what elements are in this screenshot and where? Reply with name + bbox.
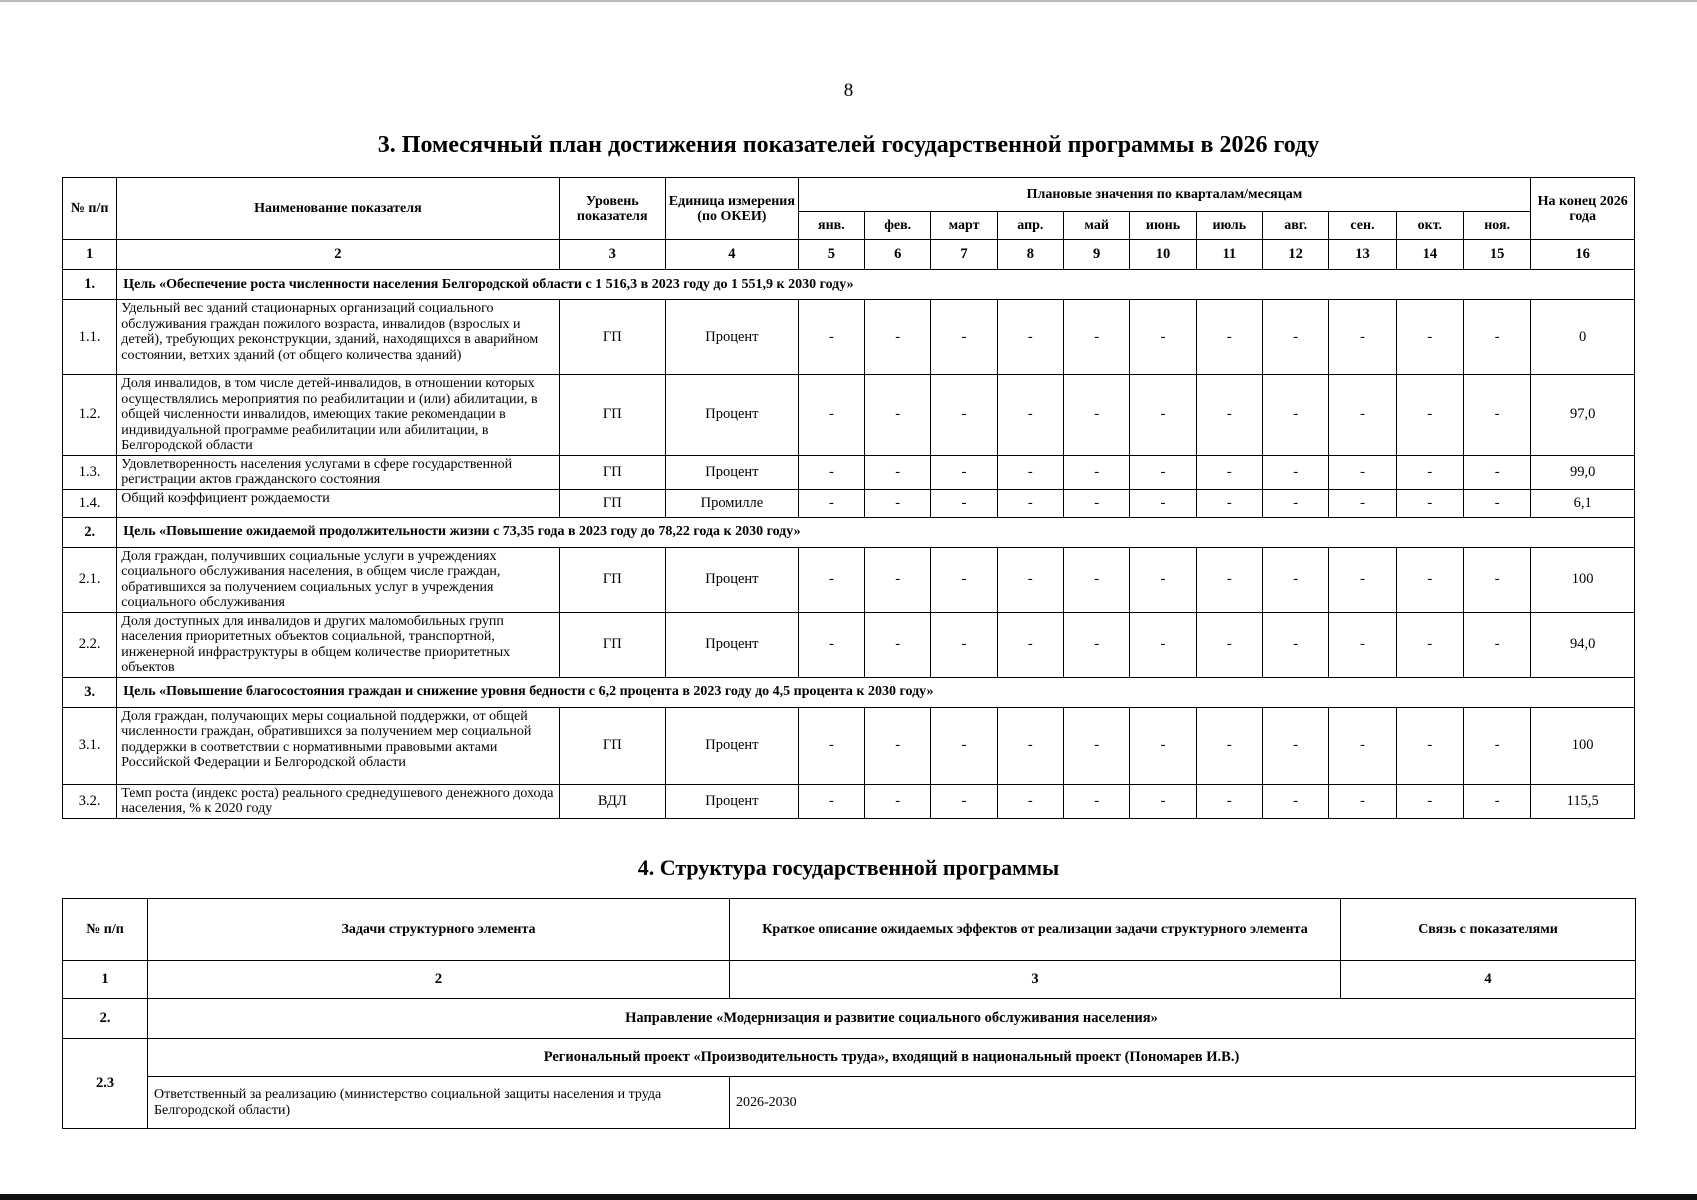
column-number: 12: [1263, 240, 1329, 270]
indicator-unit: Процент: [666, 300, 799, 375]
indicator-level: ГП: [559, 300, 666, 375]
indicator-level: ГП: [559, 707, 666, 784]
indicator-name: Доля граждан, получивших социальные услуги в учреждениях социального обслуживания населения, в общем числе граждан, обратившихся за получением социальных услуг в учреждения социального обслуживания: [117, 547, 559, 612]
goal-row: [63, 677, 1635, 707]
indicator-row: [63, 547, 1635, 612]
month-value: -: [1196, 707, 1262, 784]
month-value: -: [1263, 612, 1329, 677]
month-header: окт.: [1396, 212, 1463, 240]
indicator-row: [63, 375, 1635, 456]
project-title: Региональный проект «Производительность труда», входящий в национальный проект (Пономарев И.В.): [148, 1039, 1636, 1077]
month-value: -: [1463, 612, 1530, 677]
month-value: -: [1463, 489, 1530, 517]
s4-colnum: 2: [148, 961, 730, 999]
column-number: 9: [1064, 240, 1130, 270]
indicator-number: 3.1.: [63, 707, 117, 784]
column-number: 10: [1130, 240, 1196, 270]
month-value: -: [1130, 707, 1196, 784]
month-value: -: [1263, 489, 1329, 517]
s4-colnum: 1: [63, 961, 148, 999]
project-num: 2.3: [63, 1039, 148, 1129]
project-period: 2026-2030: [730, 1077, 1636, 1129]
month-value: -: [997, 612, 1063, 677]
month-value: -: [865, 707, 931, 784]
indicator-number: 3.2.: [63, 784, 117, 818]
indicator-unit: Процент: [666, 707, 799, 784]
month-value: -: [997, 489, 1063, 517]
end-of-year-value: 115,5: [1531, 784, 1635, 818]
month-value: -: [1064, 300, 1130, 375]
month-value: -: [1130, 375, 1196, 456]
column-number: 1: [63, 240, 117, 270]
month-value: -: [997, 707, 1063, 784]
header-num: № п/п: [63, 178, 117, 240]
column-number: 15: [1463, 240, 1530, 270]
column-number: 2: [117, 240, 559, 270]
month-header: авг.: [1263, 212, 1329, 240]
month-value: -: [1263, 707, 1329, 784]
month-value: -: [1329, 455, 1396, 489]
month-value: -: [1263, 455, 1329, 489]
month-value: -: [1064, 707, 1130, 784]
month-header: май: [1064, 212, 1130, 240]
month-value: -: [1130, 784, 1196, 818]
month-value: -: [1396, 612, 1463, 677]
month-value: -: [931, 707, 997, 784]
month-value: -: [1064, 784, 1130, 818]
goal-title: Цель «Обеспечение роста численности населения Белгородской области с 1 516,3 в 2023 году до 1 551,9 к 2030 году»: [117, 270, 1635, 300]
header-name: Наименование показателя: [117, 178, 559, 240]
month-header: июнь: [1130, 212, 1196, 240]
month-value: -: [931, 612, 997, 677]
column-number: 16: [1531, 240, 1635, 270]
month-value: -: [1396, 489, 1463, 517]
month-value: -: [1064, 455, 1130, 489]
indicator-name: Удовлетворенность населения услугами в сфере государственной регистрации актов гражданского состояния: [117, 455, 559, 489]
month-value: -: [1329, 547, 1396, 612]
column-number: 7: [931, 240, 997, 270]
month-value: -: [865, 375, 931, 456]
goal-number: 2.: [63, 517, 117, 547]
month-value: -: [1130, 455, 1196, 489]
end-of-year-value: 0: [1531, 300, 1635, 375]
column-number: 11: [1196, 240, 1262, 270]
month-value: -: [798, 612, 864, 677]
end-of-year-value: 100: [1531, 547, 1635, 612]
header-end-of-year: На конец 2026 года: [1531, 178, 1635, 240]
indicator-row: [63, 784, 1635, 818]
month-value: -: [798, 547, 864, 612]
indicator-name: Доля граждан, получающих меры социальной поддержки, от общей численности граждан, обратившихся за получением мер социальной поддержки в соответствии с нормативными правовыми актами Российской Федерации и Белгородской области: [117, 707, 559, 784]
month-value: -: [1329, 784, 1396, 818]
indicator-row: [63, 489, 1635, 517]
indicator-row: [63, 707, 1635, 784]
column-number: 4: [666, 240, 799, 270]
indicator-level: ГП: [559, 612, 666, 677]
s4-header-num: № п/п: [63, 899, 148, 961]
goal-number: 1.: [63, 270, 117, 300]
indicator-number: 1.3.: [63, 455, 117, 489]
indicator-unit: Процент: [666, 784, 799, 818]
month-value: -: [1196, 612, 1262, 677]
month-value: -: [1329, 375, 1396, 456]
month-value: -: [1463, 547, 1530, 612]
month-value: -: [798, 375, 864, 456]
month-value: -: [1196, 375, 1262, 456]
month-value: -: [931, 784, 997, 818]
column-number: 6: [865, 240, 931, 270]
month-value: -: [1396, 547, 1463, 612]
month-value: -: [1396, 784, 1463, 818]
s4-header-tasks: Задачи структурного элемента: [148, 899, 730, 961]
month-value: -: [1196, 547, 1262, 612]
end-of-year-value: 94,0: [1531, 612, 1635, 677]
month-value: -: [1263, 375, 1329, 456]
end-of-year-value: 99,0: [1531, 455, 1635, 489]
month-value: -: [931, 547, 997, 612]
column-number: 3: [559, 240, 666, 270]
month-value: -: [1196, 489, 1262, 517]
month-value: -: [1064, 489, 1130, 517]
project-responsible: Ответственный за реализацию (министерство социальной защиты населения и труда Белгородской области): [148, 1077, 730, 1129]
month-value: -: [1396, 375, 1463, 456]
month-value: -: [1329, 707, 1396, 784]
month-header: апр.: [997, 212, 1063, 240]
indicator-row: [63, 300, 1635, 375]
s4-colnum: 3: [730, 961, 1341, 999]
section4-title: 4. Структура государственной программы: [637, 855, 1060, 880]
end-of-year-value: 97,0: [1531, 375, 1635, 456]
month-value: -: [997, 455, 1063, 489]
s4-header-link: Связь с показателями: [1341, 899, 1636, 961]
indicator-name: Общий коэффициент рождаемости: [117, 489, 559, 517]
month-value: -: [1130, 547, 1196, 612]
month-value: -: [865, 784, 931, 818]
month-value: -: [997, 300, 1063, 375]
month-value: -: [865, 300, 931, 375]
indicator-unit: Процент: [666, 375, 799, 456]
direction-title: Направление «Модернизация и развитие социального обслуживания населения»: [148, 999, 1636, 1039]
month-value: -: [798, 489, 864, 517]
month-value: -: [1463, 375, 1530, 456]
month-value: -: [1463, 784, 1530, 818]
month-value: -: [865, 489, 931, 517]
month-value: -: [865, 612, 931, 677]
column-number: 14: [1396, 240, 1463, 270]
month-value: -: [997, 784, 1063, 818]
indicator-row: [63, 612, 1635, 677]
direction-num: 2.: [63, 999, 148, 1039]
month-value: -: [997, 547, 1063, 612]
month-value: -: [1130, 612, 1196, 677]
month-header: сен.: [1329, 212, 1396, 240]
month-value: -: [865, 547, 931, 612]
month-value: -: [798, 300, 864, 375]
month-header: июль: [1196, 212, 1262, 240]
program-structure-table: [62, 898, 1636, 1129]
month-value: -: [798, 784, 864, 818]
indicator-level: ВДЛ: [559, 784, 666, 818]
month-value: -: [1463, 300, 1530, 375]
month-value: -: [1263, 784, 1329, 818]
month-value: -: [1463, 707, 1530, 784]
indicator-name: Удельный вес зданий стационарных организаций социального обслуживания граждан пожилого возраста, инвалидов (взрослых и детей), требующих реконструкции, зданий, находящихся в аварийном состоянии, ветхих зданий (от общего количества зданий): [117, 300, 559, 375]
month-value: -: [1130, 300, 1196, 375]
month-value: -: [1463, 455, 1530, 489]
indicator-number: 1.4.: [63, 489, 117, 517]
month-value: -: [1329, 489, 1396, 517]
column-number: 5: [798, 240, 864, 270]
month-value: -: [1196, 455, 1262, 489]
month-value: -: [1329, 300, 1396, 375]
month-value: -: [1196, 784, 1262, 818]
column-number: 13: [1329, 240, 1396, 270]
indicator-unit: Промилле: [666, 489, 799, 517]
month-header: фев.: [865, 212, 931, 240]
month-header: март: [931, 212, 997, 240]
month-value: -: [1329, 612, 1396, 677]
month-header: ноя.: [1463, 212, 1530, 240]
indicator-unit: Процент: [666, 455, 799, 489]
month-value: -: [865, 455, 931, 489]
month-header: янв.: [798, 212, 864, 240]
end-of-year-value: 100: [1531, 707, 1635, 784]
goal-row: [63, 517, 1635, 547]
month-value: -: [931, 375, 997, 456]
indicator-name: Доля инвалидов, в том числе детей-инвалидов, в отношении которых осуществлялись мероприятия по реабилитации и (или) абилитации, в общей численности инвалидов, имеющих такие рекомендации в индивидуальной программе реабилитации или абилитации, в Белгородской области: [117, 375, 559, 456]
month-value: -: [1064, 375, 1130, 456]
goal-title: Цель «Повышение благосостояния граждан и снижение уровня бедности с 6,2 процента в 2023 году до 4,5 процента к 2030 году»: [117, 677, 1635, 707]
month-value: -: [798, 707, 864, 784]
month-value: -: [931, 489, 997, 517]
goal-number: 3.: [63, 677, 117, 707]
bottom-edge-bar: [0, 1194, 1697, 1200]
header-level: Уровень показателя: [559, 178, 666, 240]
indicator-level: ГП: [559, 455, 666, 489]
month-value: -: [1396, 707, 1463, 784]
month-value: -: [1130, 489, 1196, 517]
monthly-plan-table: [62, 177, 1635, 819]
month-value: -: [931, 300, 997, 375]
end-of-year-value: 6,1: [1531, 489, 1635, 517]
page-number: 8: [843, 80, 854, 101]
month-value: -: [1064, 547, 1130, 612]
indicator-level: ГП: [559, 547, 666, 612]
header-unit: Единица измерения (по ОКЕИ): [666, 178, 799, 240]
month-value: -: [1396, 300, 1463, 375]
goal-row: [63, 270, 1635, 300]
indicator-number: 2.1.: [63, 547, 117, 612]
indicator-unit: Процент: [666, 612, 799, 677]
goal-title: Цель «Повышение ожидаемой продолжительности жизни с 73,35 года в 2023 году до 78,22 года к 2030 году»: [117, 517, 1635, 547]
month-value: -: [1263, 300, 1329, 375]
indicator-unit: Процент: [666, 547, 799, 612]
month-value: -: [1396, 455, 1463, 489]
indicator-number: 2.2.: [63, 612, 117, 677]
indicator-name: Доля доступных для инвалидов и других маломобильных групп населения приоритетных объектов социальной, транспортной, инженерной инфраструктуры в общем количестве приоритетных объектов: [117, 612, 559, 677]
month-value: -: [997, 375, 1063, 456]
s4-colnum: 4: [1341, 961, 1636, 999]
top-edge-line: [0, 0, 1697, 2]
month-value: -: [1196, 300, 1262, 375]
month-value: -: [1263, 547, 1329, 612]
indicator-number: 1.2.: [63, 375, 117, 456]
section3-title: 3. Помесячный план достижения показателей государственной программы в 2026 году: [377, 132, 1320, 158]
indicator-name: Темп роста (индекс роста) реального среднедушевого денежного дохода населения, % к 2020 году: [117, 784, 559, 818]
month-value: -: [1064, 612, 1130, 677]
month-value: -: [931, 455, 997, 489]
month-value: -: [798, 455, 864, 489]
column-number: 8: [997, 240, 1063, 270]
header-planned-values: Плановые значения по кварталам/месяцам: [798, 178, 1531, 212]
indicator-row: [63, 455, 1635, 489]
indicator-level: ГП: [559, 489, 666, 517]
indicator-number: 1.1.: [63, 300, 117, 375]
indicator-level: ГП: [559, 375, 666, 456]
s4-header-effects: Краткое описание ожидаемых эффектов от реализации задачи структурного элемента: [730, 899, 1341, 961]
